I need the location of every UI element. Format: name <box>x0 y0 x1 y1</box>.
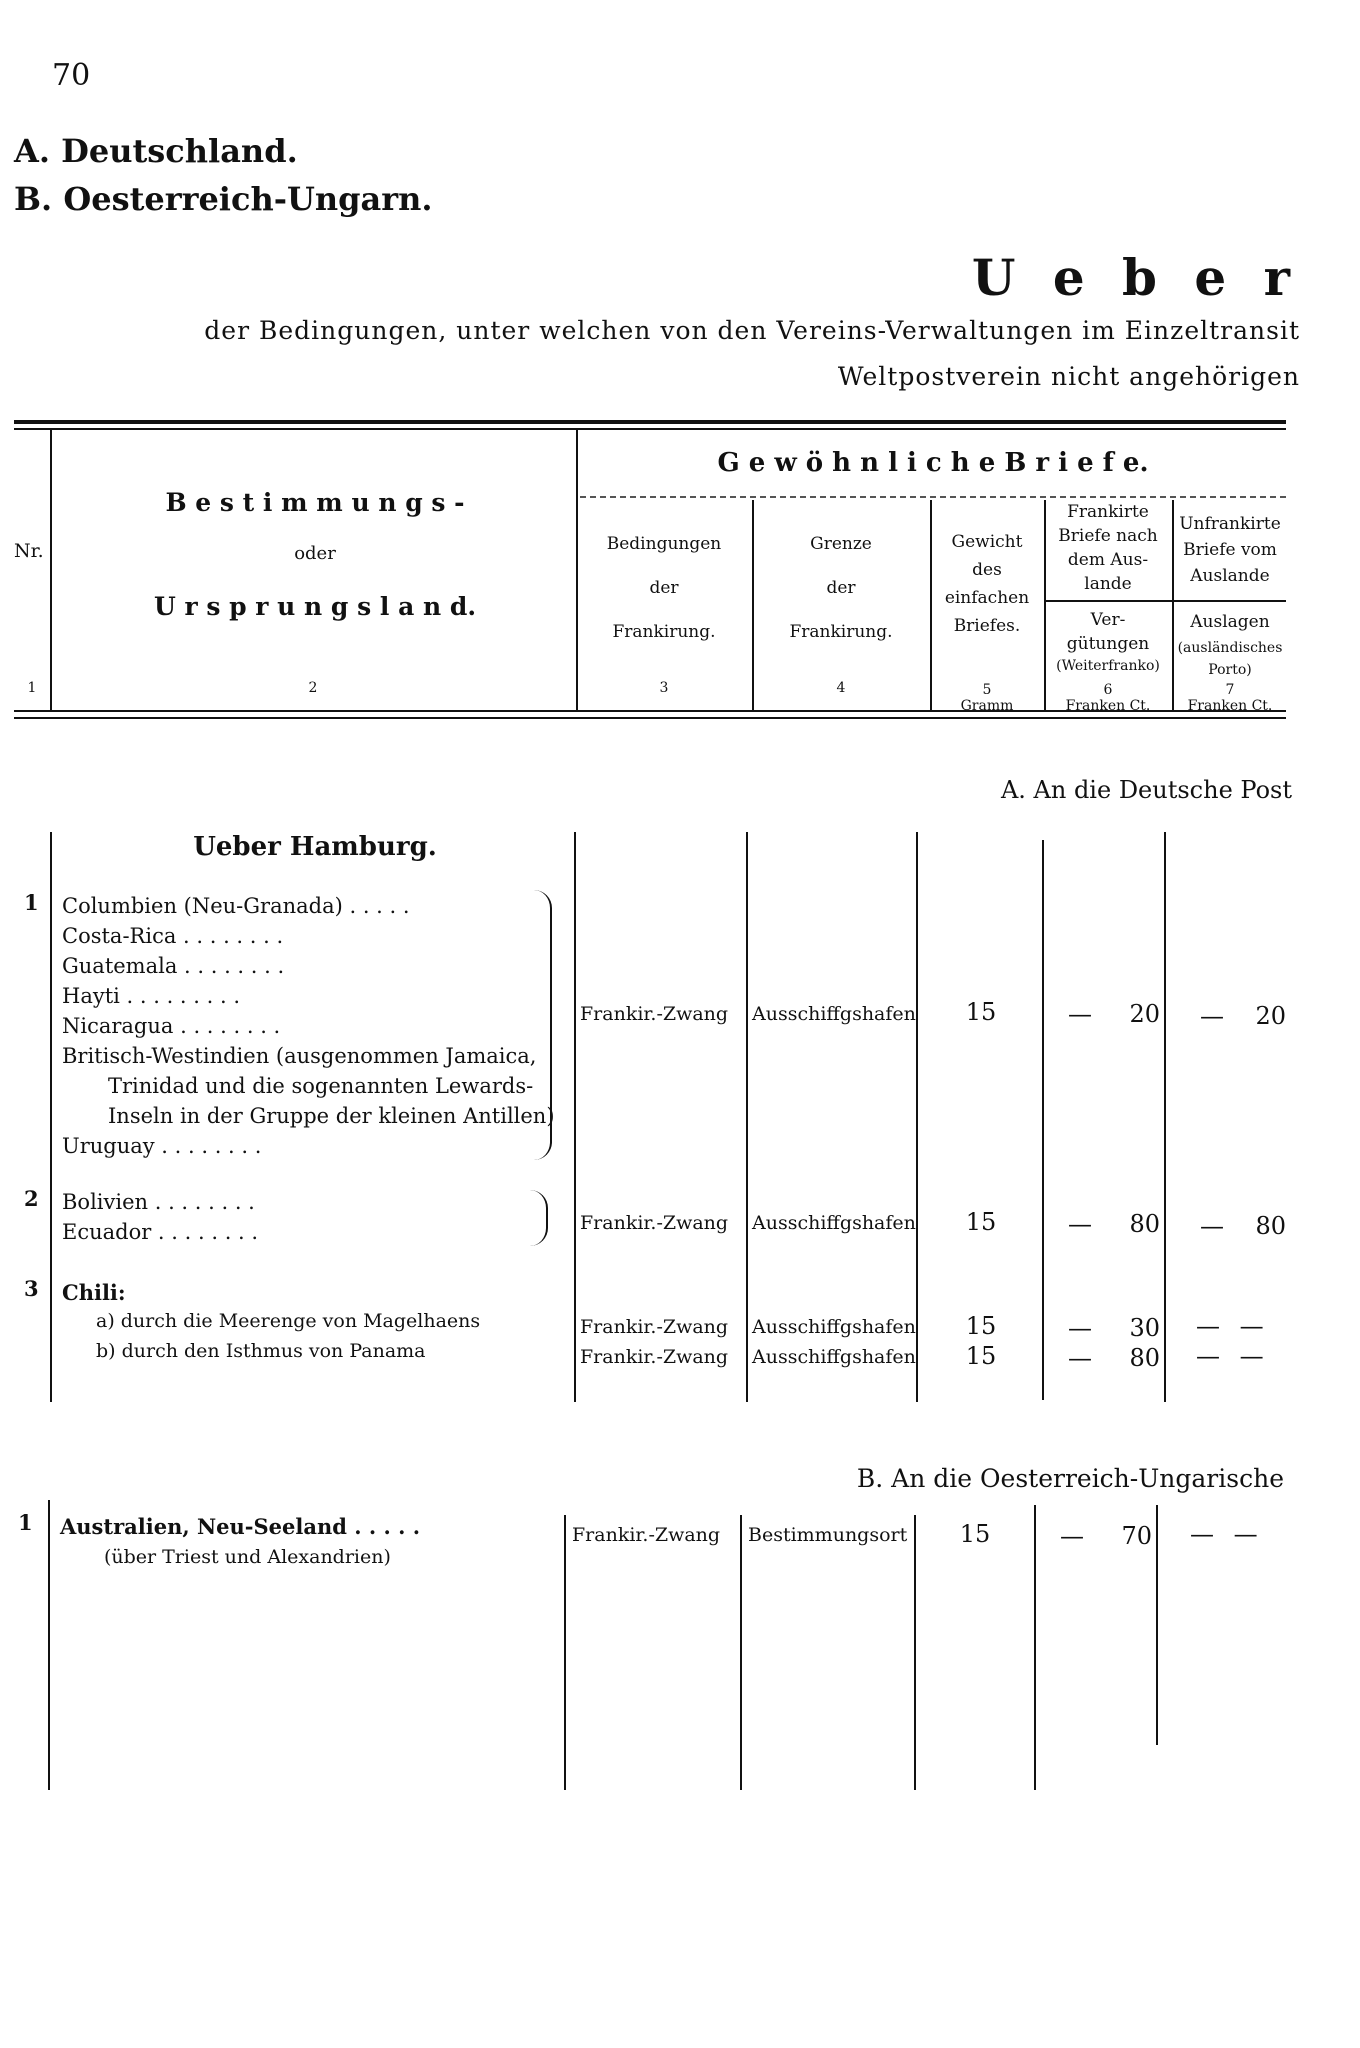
page-number: 70 <box>52 58 91 93</box>
a-entry-3b-c7: — — <box>1196 1342 1270 1370</box>
a-sep-col3 <box>746 832 748 1402</box>
a-sep-land <box>574 832 576 1402</box>
section-a-title: A. An die Deutsche Post <box>1000 776 1292 804</box>
a-entry-3b-label: b) durch den Isthmus von Panama <box>96 1340 426 1362</box>
header-num-1: 1 <box>27 680 37 696</box>
a-entry-3a-bedingung: Frankir.-Zwang <box>580 1316 729 1338</box>
header-sep-nr <box>50 430 52 712</box>
header-unit-col5: Gramm <box>960 698 1014 714</box>
a-entry-3b-bedingung: Frankir.-Zwang <box>580 1346 729 1368</box>
b-entry-1-nr: 1 <box>18 1510 33 1535</box>
header-col-land-2: oder <box>294 543 336 564</box>
b-entry-1-c6-value: 70 <box>1121 1522 1152 1550</box>
header-col7-bottom-2: (ausländisches <box>1177 640 1283 656</box>
a-entry-3b-c6-value: 80 <box>1129 1344 1160 1372</box>
header-col-nr: Nr. <box>14 540 44 562</box>
header-group-title: G e w ö h n l i c h e B r i e f e. <box>717 448 1149 478</box>
a-entry-3a-gewicht: 15 <box>965 1312 997 1340</box>
a-entry-1-brace <box>530 890 552 1160</box>
a-entry-3a-c6-value: 30 <box>1129 1314 1160 1342</box>
header-col6-bottom-3: (Weiterfranko) <box>1056 658 1160 674</box>
header-col7-bottom-1: Auslagen <box>1190 612 1270 632</box>
subtitle-line-1: der Bedingungen, unter welchen von den Vereins-Verwaltungen im Einzeltransit <box>204 316 1300 345</box>
header-col5-line-4: Briefes. <box>953 616 1021 636</box>
a-entry-1-country-5: Nicaragua . . . . . . . . <box>62 1014 281 1038</box>
a-entry-2-c7-value: 80 <box>1255 1212 1286 1240</box>
b-sep-col4 <box>914 1515 916 1790</box>
header-col5-line-3: einfachen <box>944 588 1030 608</box>
a-entry-2-country-2: Ecuador . . . . . . . . <box>62 1220 259 1244</box>
a-entry-1-nr: 1 <box>24 890 39 915</box>
header-col3-line-1: Bedingungen <box>606 534 722 554</box>
b-entry-1-grenze: Bestimmungsort <box>748 1524 908 1546</box>
header-col4-line-2: der <box>826 578 856 598</box>
header-num-7: 7 <box>1225 682 1235 698</box>
header-num-6: 6 <box>1103 682 1113 698</box>
header-col67-split <box>1044 600 1286 602</box>
a-entry-1-country-8: Inseln in der Gruppe der kleinen Antillen) <box>108 1104 555 1128</box>
header-col6-top-3: dem Aus- <box>1067 550 1149 570</box>
a-entry-2-nr: 2 <box>24 1186 39 1211</box>
a-entry-1-country-3: Guatemala . . . . . . . . <box>62 954 285 978</box>
header-col7-top-3: Auslande <box>1190 566 1270 586</box>
a-entry-3a-label: a) durch die Meerenge von Magelhaens <box>96 1310 481 1332</box>
a-entry-1-country-7: Trinidad und die sogenannten Lewards- <box>108 1074 534 1098</box>
b-entry-1-bedingung: Frankir.-Zwang <box>572 1524 721 1546</box>
b-entry-1-note: (über Triest und Alexandrien) <box>104 1546 391 1568</box>
a-entry-3b-grenze: Ausschiffgshafen <box>752 1346 916 1368</box>
header-col6-bottom-2: gütungen <box>1066 634 1150 654</box>
a-entry-3a-grenze: Ausschiffgshafen <box>752 1316 916 1338</box>
heading-line-a: A. Deutschland. <box>14 132 298 170</box>
a-entry-2-brace <box>530 1190 548 1246</box>
a-entry-1-c7-value: 20 <box>1255 1002 1286 1030</box>
header-unit-col6: Franken Ct. <box>1065 698 1151 714</box>
header-col7-top-1: Unfrankirte <box>1179 514 1281 534</box>
b-entry-1-c6-dash: — <box>1060 1522 1084 1550</box>
a-entry-1-country-4: Hayti . . . . . . . . . <box>62 984 241 1008</box>
header-num-2: 2 <box>308 680 318 696</box>
a-entry-1-grenze: Ausschiffgshafen <box>752 1003 916 1025</box>
a-entry-1-country-9: Uruguay . . . . . . . . <box>62 1134 262 1158</box>
a-entry-2-c6-value: 80 <box>1129 1210 1160 1238</box>
header-col3-line-2: der <box>649 578 679 598</box>
a-entry-2-bedingung: Frankir.-Zwang <box>580 1212 729 1234</box>
header-col7-bottom-3: Porto) <box>1208 662 1252 678</box>
a-entry-3-country: Chili: <box>62 1280 126 1305</box>
a-entry-3b-gewicht: 15 <box>965 1342 997 1370</box>
header-col5-line-2: des <box>972 560 1002 580</box>
header-col6-top-4: lande <box>1084 574 1132 594</box>
page-title: U e b e r <box>971 248 1300 307</box>
header-col3-line-3: Frankirung. <box>612 622 716 642</box>
a-entry-1-bedingung: Frankir.-Zwang <box>580 1003 729 1025</box>
b-sep-col6 <box>1156 1505 1158 1745</box>
header-col5-line-1: Gewicht <box>951 532 1023 552</box>
header-num-5: 5 <box>982 682 992 698</box>
header-col-land-3: U r s p r u n g s l a n d. <box>153 592 477 621</box>
a-entry-3b-c6-dash: — <box>1068 1344 1092 1372</box>
a-entry-3a-c7: — — <box>1196 1312 1270 1340</box>
header-num-4: 4 <box>836 680 846 696</box>
subtitle-line-2: Weltpostverein nicht angehörigen <box>837 362 1300 391</box>
a-entry-2-country-1: Bolivien . . . . . . . . <box>62 1190 255 1214</box>
b-sep-nr <box>48 1500 50 1790</box>
a-entry-1-country-6: Britisch-Westindien (ausgenommen Jamaica, <box>62 1044 537 1068</box>
header-top-rule <box>14 420 1286 424</box>
header-group-dash <box>580 496 1286 498</box>
a-entry-2-c7-dash: — <box>1200 1212 1224 1240</box>
b-entry-1-gewicht: 15 <box>959 1520 991 1548</box>
a-entry-3-nr: 3 <box>24 1276 39 1301</box>
a-entry-1-c7-dash: — <box>1200 1002 1224 1030</box>
b-sep-col5 <box>1034 1505 1036 1790</box>
header-unit-col7: Franken Ct. <box>1187 698 1273 714</box>
section-b-title: B. An die Oesterreich-Ungarische <box>856 1464 1284 1493</box>
b-sep-col3 <box>740 1515 742 1790</box>
header-col4-line-3: Frankirung. <box>789 622 893 642</box>
header-col6-top-1: Frankirte <box>1067 502 1149 522</box>
a-entry-2-gewicht: 15 <box>965 1208 997 1236</box>
a-sep-col4 <box>916 832 918 1402</box>
header-bottom-rule-thin <box>14 717 1286 719</box>
a-entry-2-c6-dash: — <box>1068 1210 1092 1238</box>
heading-line-b: B. Oesterreich-Ungarn. <box>14 180 433 218</box>
header-col6-top-2: Briefe nach <box>1058 526 1158 546</box>
b-entry-1-country: Australien, Neu-Seeland . . . . . <box>60 1514 421 1539</box>
header-sep-land <box>576 430 578 712</box>
a-entry-3a-c6-dash: — <box>1068 1314 1092 1342</box>
a-entry-1-gewicht: 15 <box>965 998 997 1026</box>
a-sep-col6 <box>1164 832 1166 1402</box>
a-entry-1-country-1: Columbien (Neu-Granada) . . . . . <box>62 894 410 918</box>
a-entry-1-c6-dash: — <box>1068 1000 1092 1028</box>
b-entry-1-c7: — — <box>1190 1520 1264 1548</box>
header-num-3: 3 <box>659 680 669 696</box>
a-entry-1-country-2: Costa-Rica . . . . . . . . <box>62 924 284 948</box>
header-col-land-1: B e s t i m m u n g s - <box>165 488 465 517</box>
header-col7-top-2: Briefe vom <box>1183 540 1277 560</box>
section-a-subheading: Ueber Hamburg. <box>193 832 437 862</box>
a-entry-2-grenze: Ausschiffgshafen <box>752 1212 916 1234</box>
a-sep-nr <box>50 832 52 1402</box>
a-entry-1-c6-value: 20 <box>1129 1000 1160 1028</box>
b-sep-land <box>564 1515 566 1790</box>
header-col4-line-1: Grenze <box>810 534 872 554</box>
header-col6-bottom-1: Ver- <box>1090 610 1126 630</box>
a-sep-col5 <box>1042 840 1044 1400</box>
header-top-rule-thin <box>14 428 1286 430</box>
